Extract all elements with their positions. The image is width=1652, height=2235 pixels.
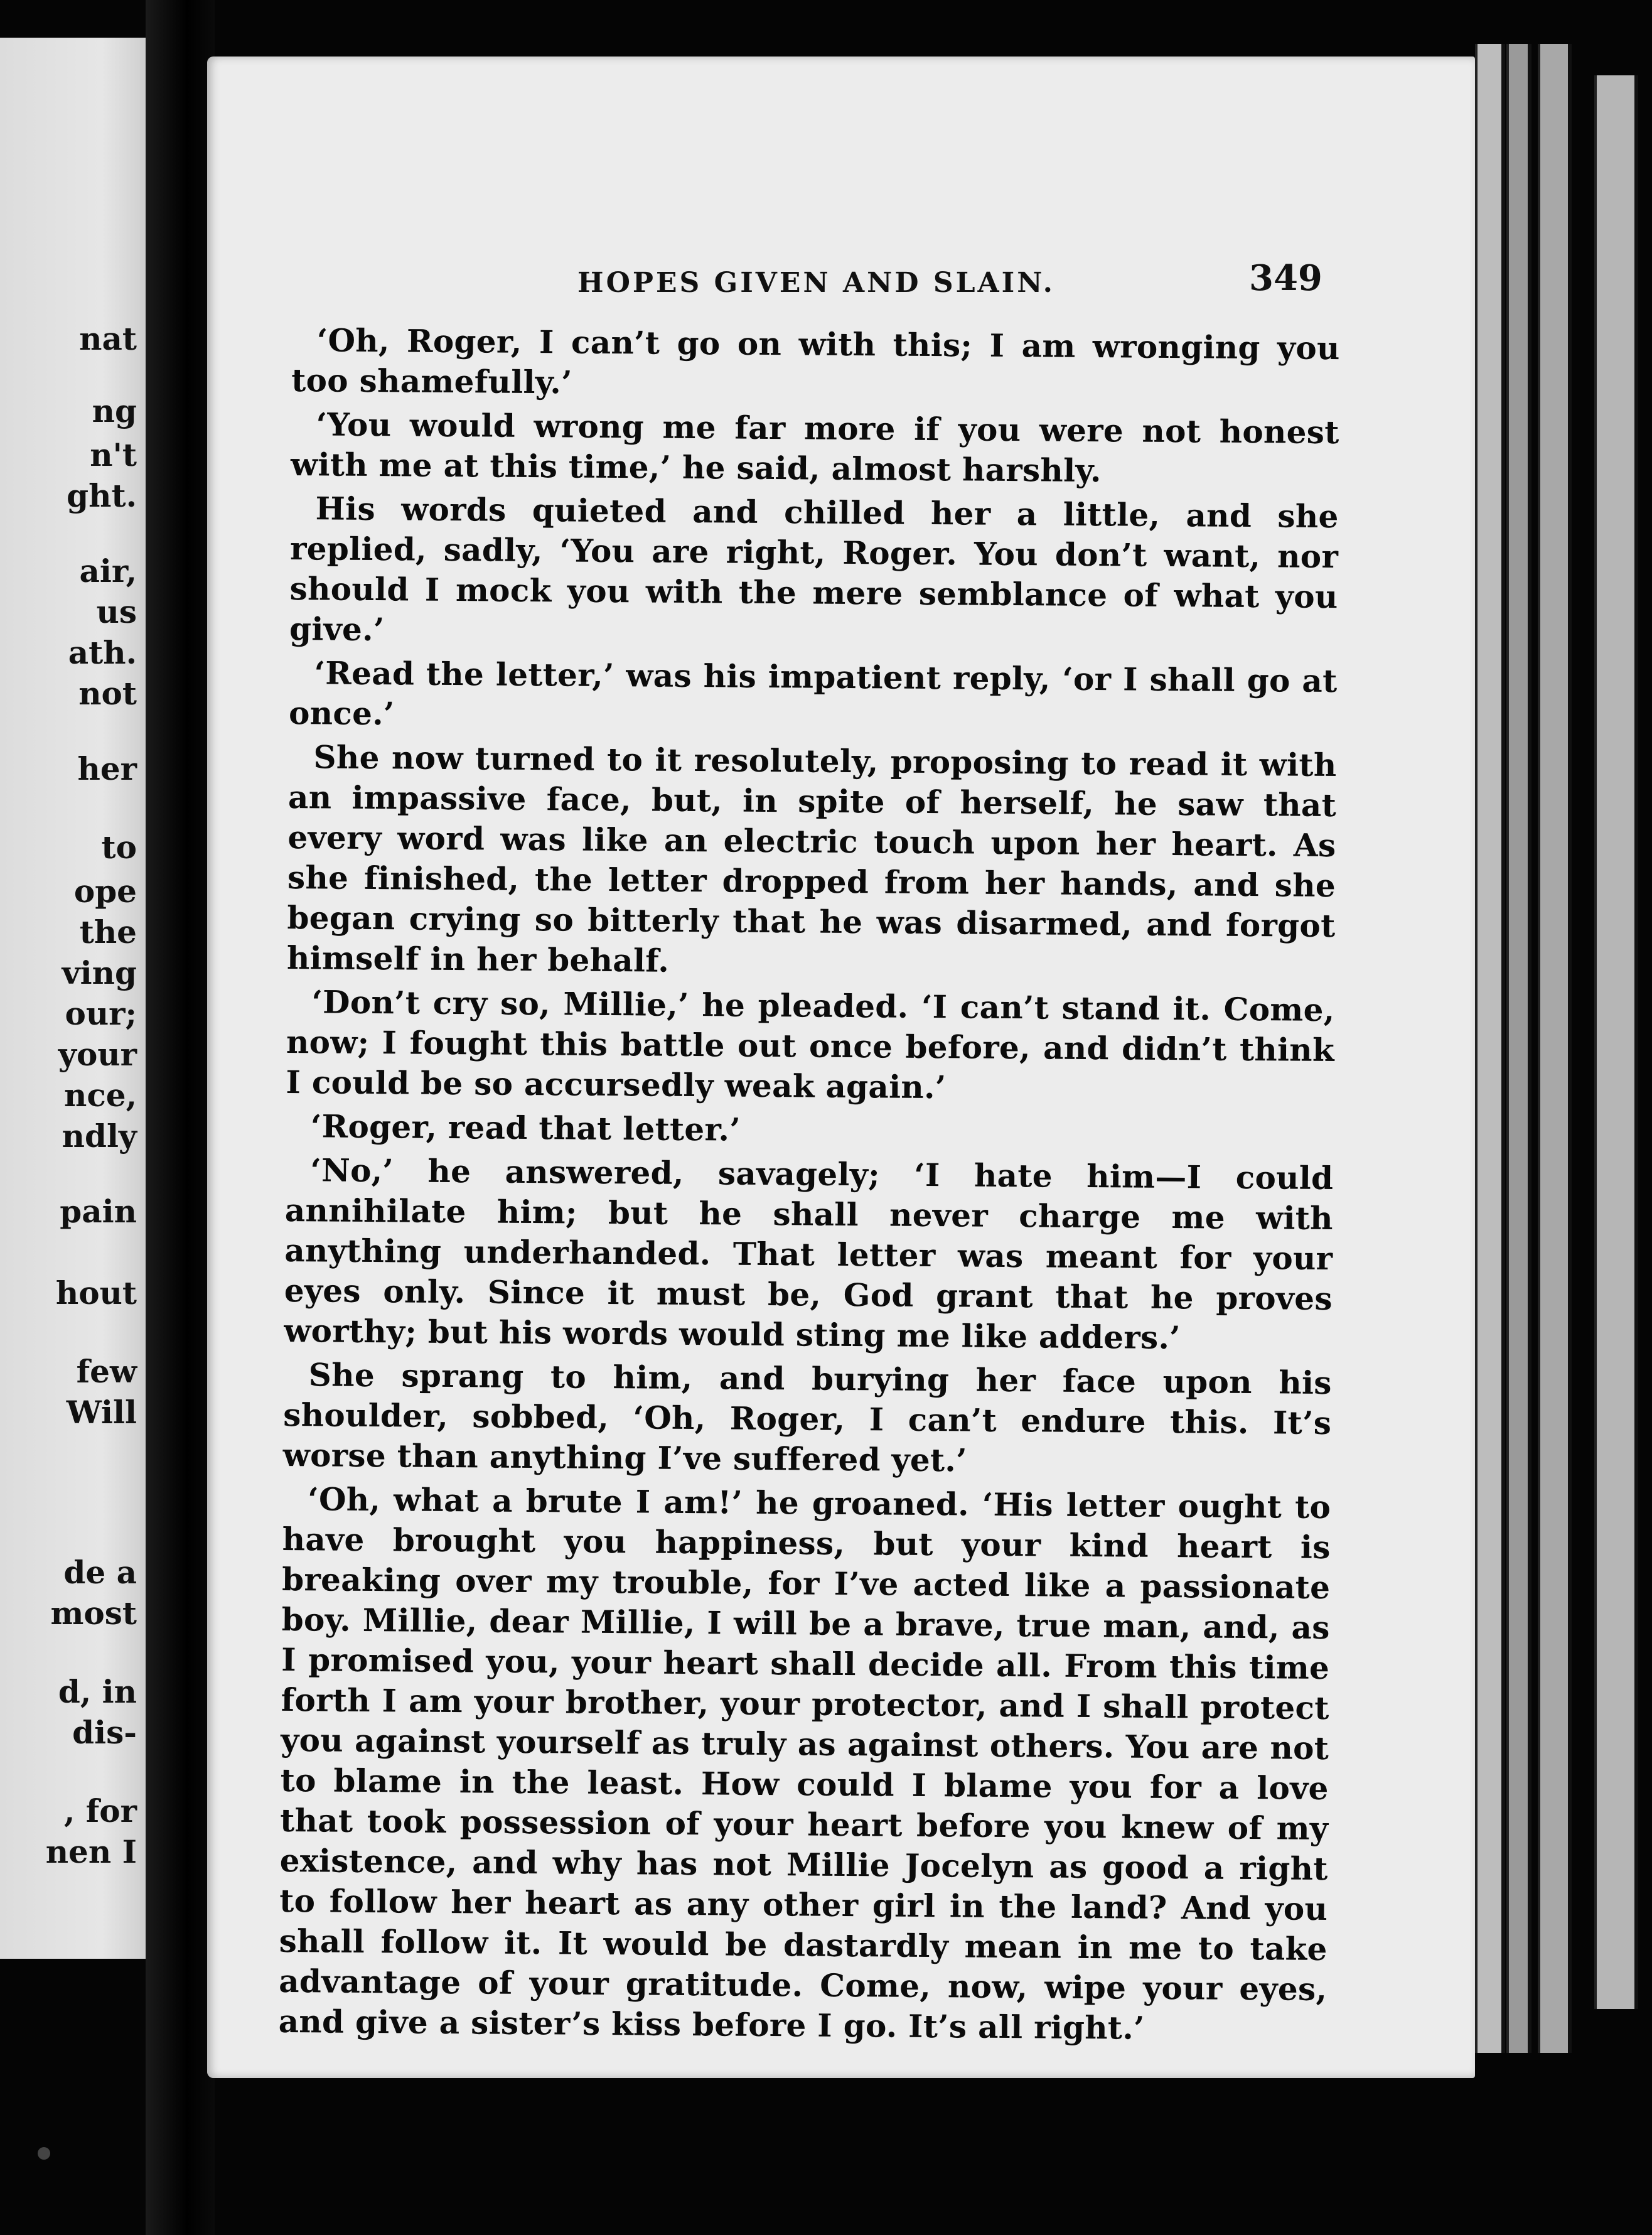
left-page-fragment: ath. [68,634,137,671]
left-page-fragment: dis- [72,1714,137,1751]
page-body [278,320,1340,2054]
page-edge [1475,44,1505,2053]
left-page-fragment: nce, [63,1077,137,1114]
paragraph: ‘Oh, Roger, I can’t go on with this; I am wronging you too shamefully.’ [291,321,1340,401]
left-page-fragment: ght. [67,477,137,514]
left-facing-page [0,38,146,1959]
page-edge [1538,44,1572,2053]
left-page-fragment: , for [63,1792,137,1829]
left-page-fragment: ving [62,954,137,991]
running-head: HOPES GIVEN AND SLAIN. [577,267,1055,299]
paragraph: She sprang to him, and burying her face upon his shoulder, sobbed, ‘Oh, Roger, I can’t endure this. It’s worse than anything I’ve suffered yet.’ [282,1356,1332,1479]
left-page-fragment: the [79,913,137,951]
paragraph: His words quieted and chilled her a little, and she replied, sadly, ‘You are right, Roger. You don’t want, nor should I mock you with the mere semblance of what you give.’ [289,490,1339,649]
page-number: 349 [1249,257,1322,299]
left-page-fragment: ope [73,873,137,910]
left-page-fragment: air, [79,552,137,590]
book-gutter [146,0,215,2235]
left-page-fragment: de a [63,1554,137,1591]
paragraph: ‘You would wrong me far more if you were not honest with me at this time,’ he said, almost harshly. [290,406,1339,490]
left-page-fragment: our; [65,995,137,1032]
paragraph: ‘Roger, read that letter.’ [310,1107,741,1148]
left-page-fragment: ng [92,392,137,429]
left-page-fragment: your [58,1036,137,1073]
left-page-fragment: Will [66,1394,137,1431]
paragraph: She now turned to it resolutely, proposing to read it with an impassive face, but, in spite of herself, he saw that every word was like an electric touch upon her heart. As she finished, the letter dropped from her hands, and she began crying so bitterly that he was disarmed, and forgot himself in her behalf. [286,738,1337,979]
left-page-fragment: us [96,593,137,630]
left-page-fragment: not [78,675,137,712]
left-page-fragment: nen I [45,1833,137,1870]
left-page-fragment: to [101,829,137,866]
left-page-fragment: pain [60,1193,137,1230]
left-page-fragment: hout [55,1274,137,1311]
left-page-fragment: few [76,1353,137,1390]
left-page-fragment: d, in [58,1673,137,1710]
left-page-fragment: her [77,750,137,787]
left-page-fragment: ndly [62,1118,137,1155]
paragraph: ‘Don’t cry so, Millie,’ he pleaded. ‘I can’t stand it. Come, now; I fought this battle out once before, and didn’t think I could be so accursedly weak again.’ [286,983,1335,1106]
paragraph: ‘No,’ he answered, savagely; ‘I hate him—I could annihilate him; but he shall never charge me with anything underhanded. That letter was meant for your eyes only. Since it must be, God grant that he proves worthy; but his words would sting me like adders.’ [284,1151,1334,1357]
paragraph: ‘Oh, what a brute I am!’ he groaned. ‘His letter ought to have brought you happiness, but your kind heart is breaking over my trouble, for I’ve acted like a passionate boy. Millie, dear Millie, I will be a brave, true man, and, as I promised you, your heart shall decide all. From this time forth I am your brother, your protector, and I shall protect you against yourself as truly as against others. You are not to blame in the least. How could I blame you for a love that took possession of your heart before you knew of my existence, and why has not Millie Jocelyn as good a right to follow her heart as any other girl in the land? And you shall follow it. It would be dastardly mean in me to take advantage of your gratitude. Come, now, wipe your eyes, and give a sister’s kiss before I go. It’s all right.’ [278,1480,1331,2047]
left-page-fragment: n't [90,436,137,473]
scan-speck [38,2147,50,2160]
left-page-fragment: nat [79,320,137,357]
page-edge [1594,75,1638,2009]
page-edge [1506,44,1531,2053]
left-page-fragment: most [50,1595,137,1632]
paragraph: ‘Read the letter,’ was his impatient reply, ‘or I shall go at once.’ [288,654,1338,733]
